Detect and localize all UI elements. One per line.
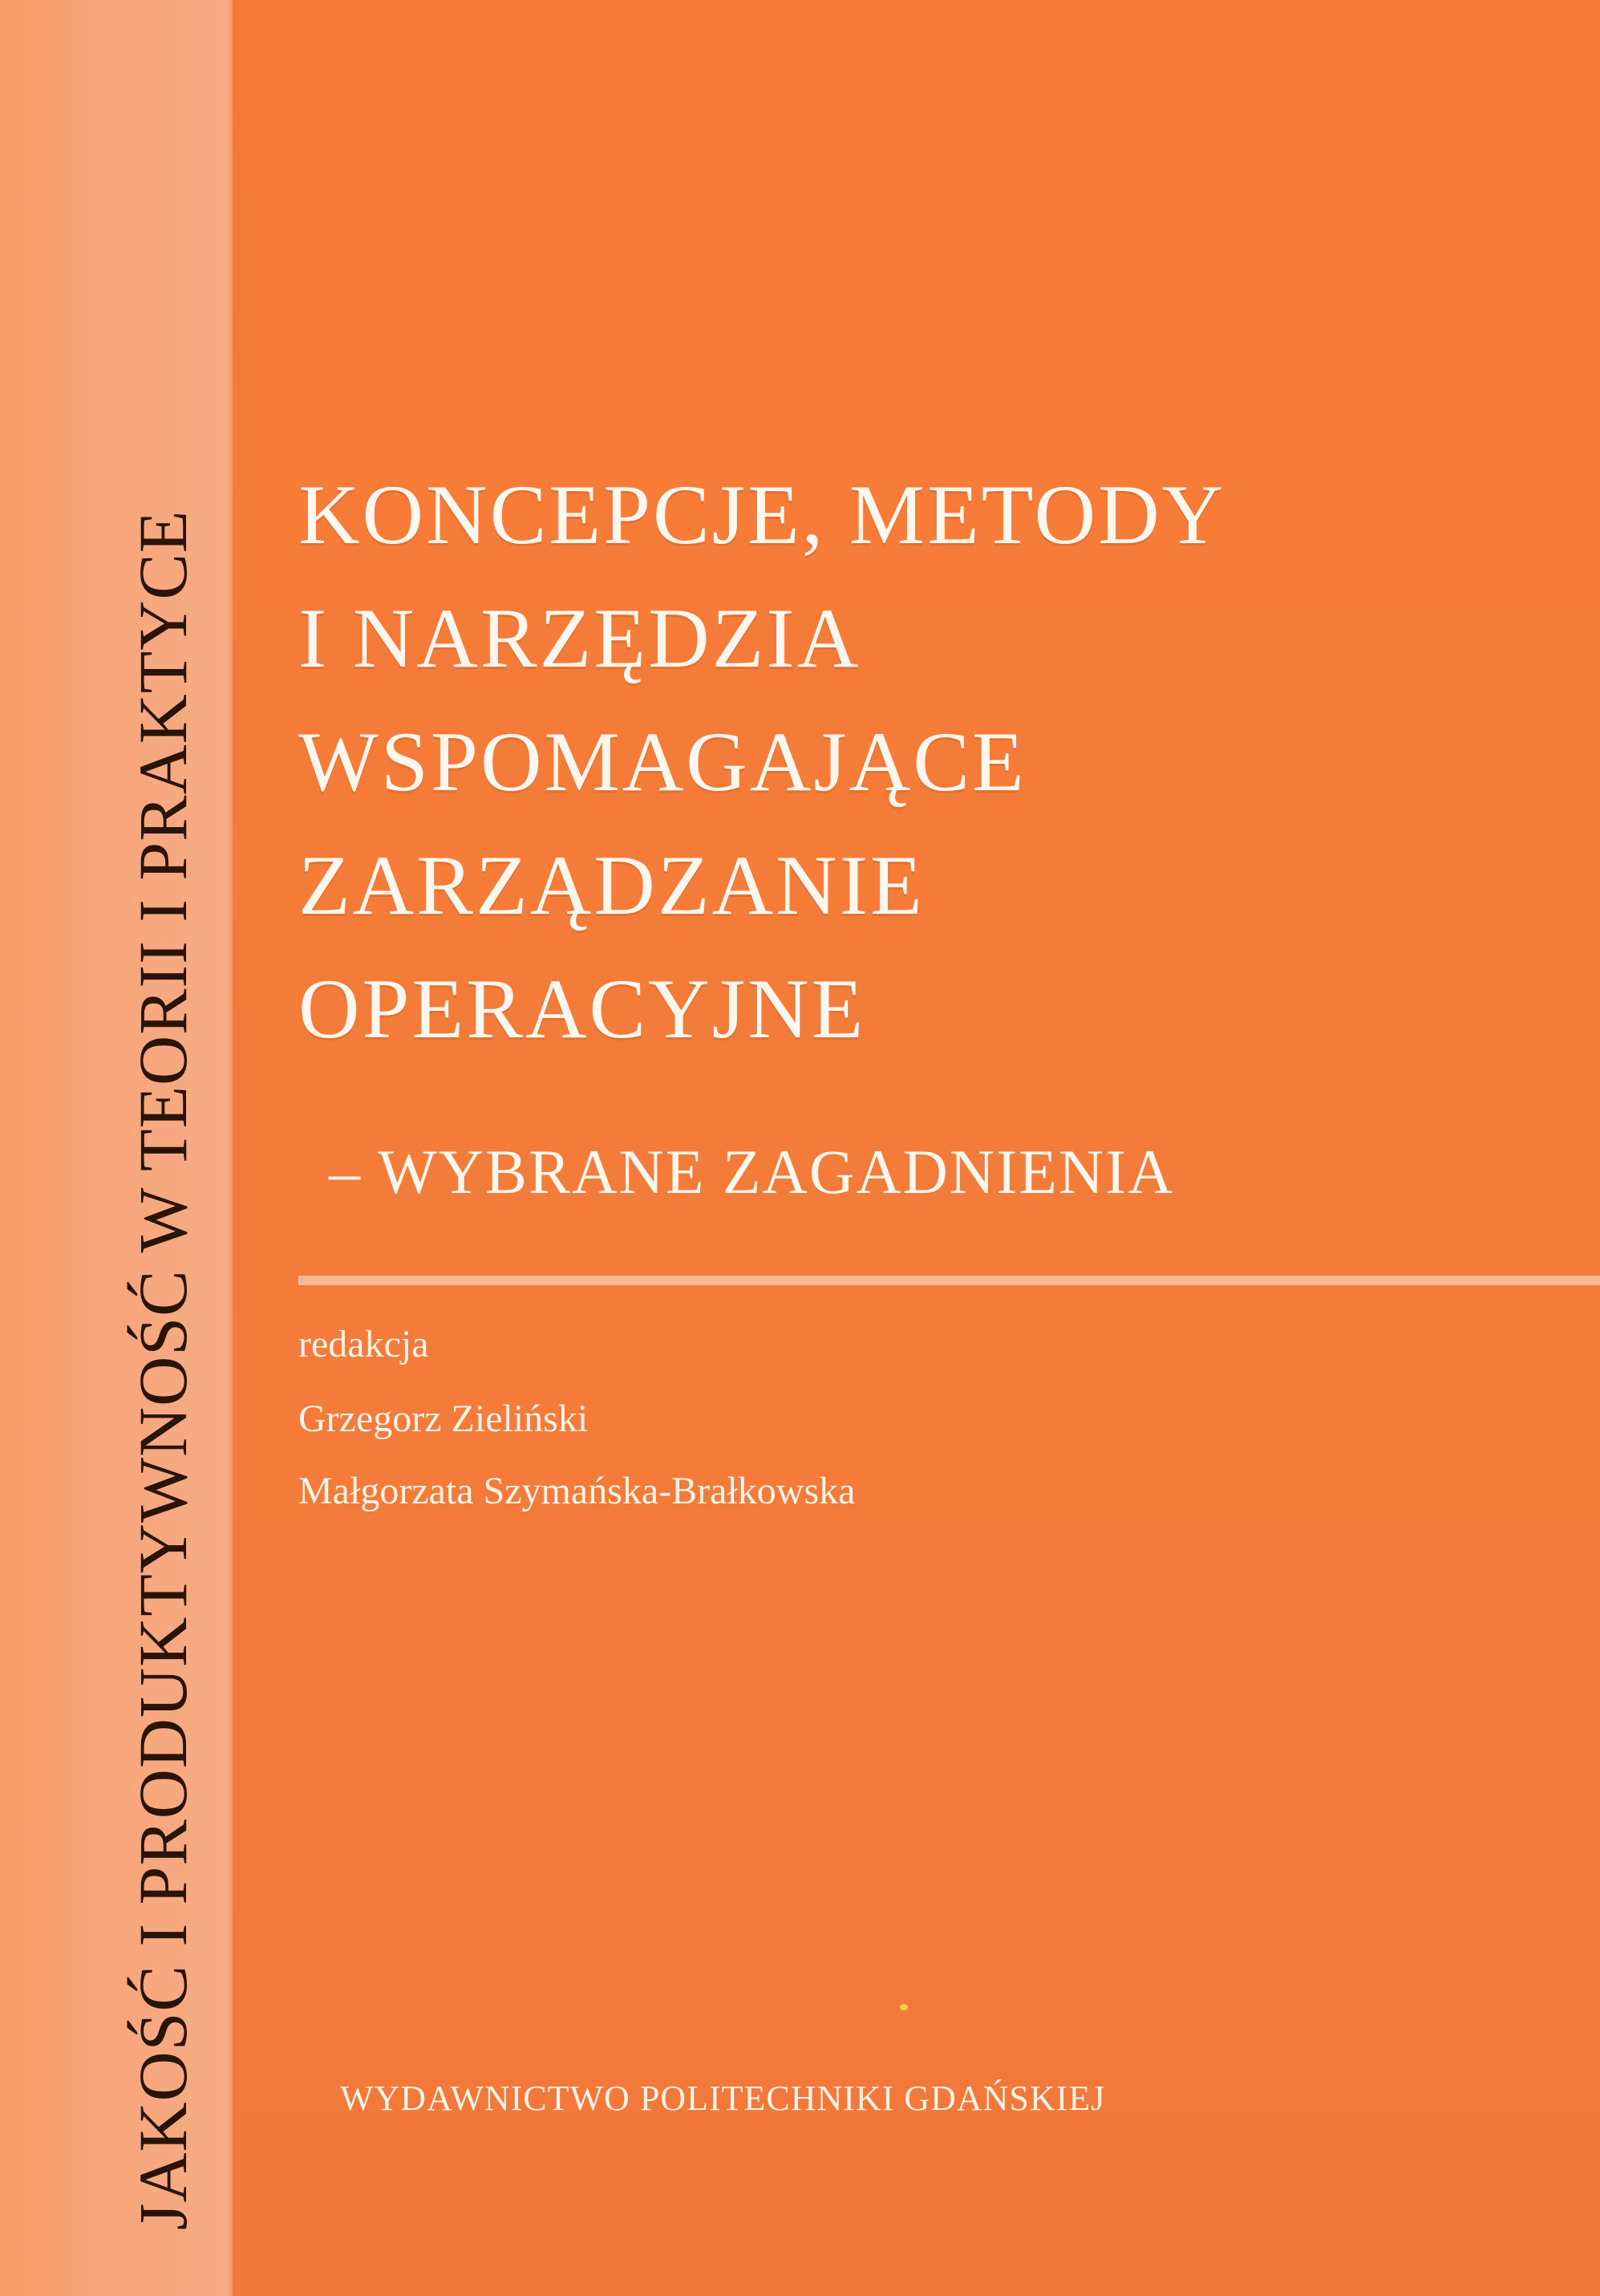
editor-label: redakcja [298,1323,429,1365]
series-title: JAKOŚĆ I PRODUKTYWNOŚĆ W TEORII I PRAKTYCE [124,509,201,2230]
publisher-name: WYDAWNICTWO POLITECHNIKI GDAŃSKIEJ [340,2079,1106,2118]
editor-name-1: Grzegorz Zieliński [298,1397,589,1440]
divider-rule [298,1276,1600,1285]
title-line-3: WSPOMAGAJĄCE [298,715,1027,809]
print-speck [900,2004,908,2010]
book-title [298,453,1225,1071]
title-line-2: I NARZĘDZIA [298,591,861,685]
title-line-5: OPERACYJNE [298,962,866,1056]
title-line-4: ZARZĄDZANIE [298,838,925,932]
editor-name-2: Małgorzata Szymańska-Brałkowska [298,1470,856,1512]
title-line-1: KONCEPCJE, METODY [298,468,1226,562]
spine-shadow [226,0,234,2296]
book-subtitle: – WYBRANE ZAGADNIENIA [329,1137,1175,1207]
